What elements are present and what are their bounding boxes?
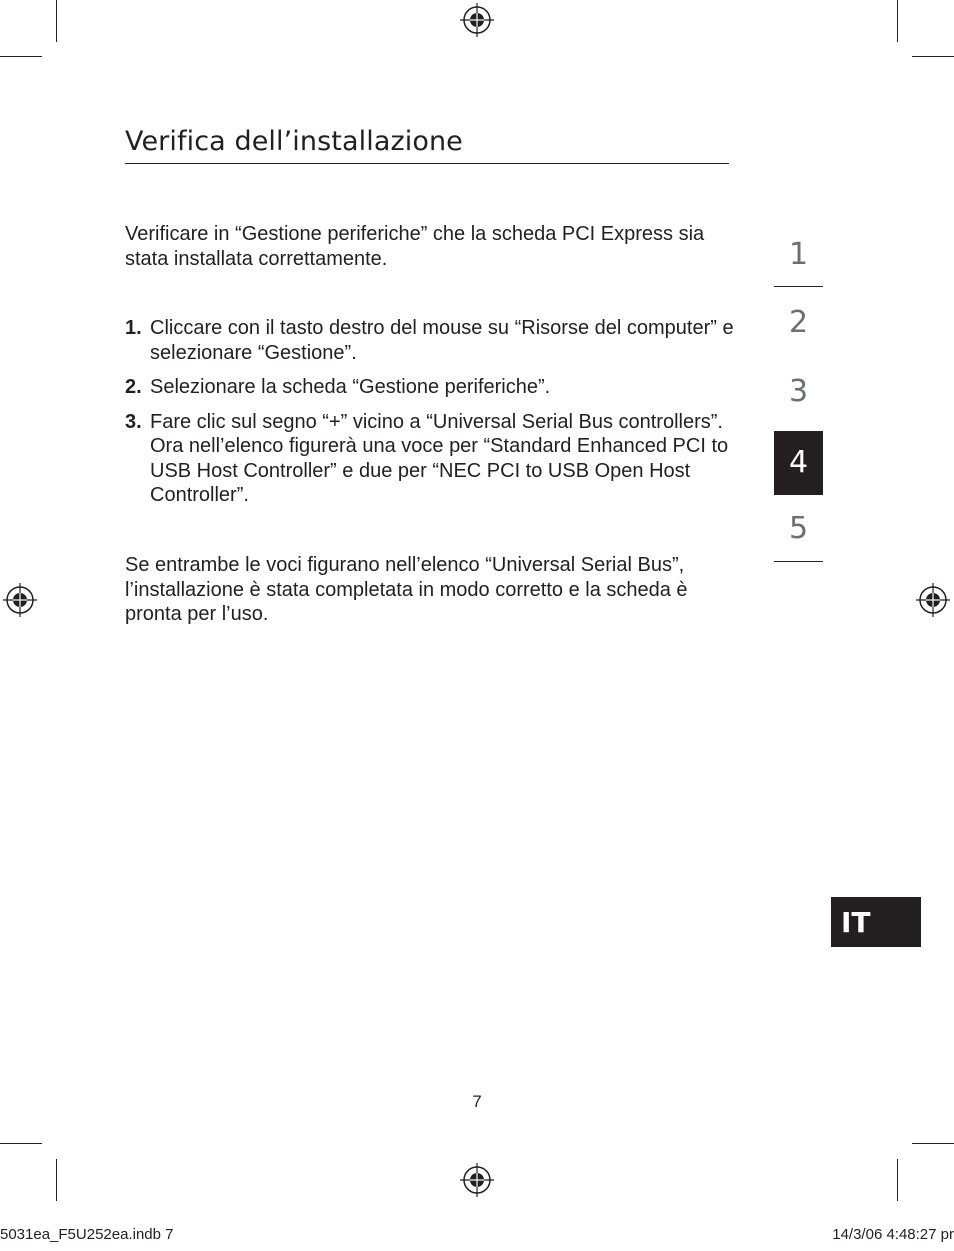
chapter-divider xyxy=(774,561,823,562)
step-text: Selezionare la scheda “Gestione periferiche”. xyxy=(150,376,551,398)
crop-mark xyxy=(0,1143,42,1144)
list-item xyxy=(125,410,735,508)
conclusion-paragraph: Se entrambe le voci figurano nell’elenco “Universal Serial Bus”, l’installazione è stata completata in modo corretto e la scheda è pronta per l’uso. xyxy=(125,554,688,625)
crop-mark xyxy=(912,56,954,57)
step-number: 1. xyxy=(125,317,142,339)
page-title: Verifica dell’installazione xyxy=(125,126,729,164)
registration-mark-icon xyxy=(916,583,950,617)
registration-mark-icon xyxy=(460,3,494,37)
page-number: 7 xyxy=(472,1092,482,1111)
language-tab: IT xyxy=(831,897,921,947)
chapter-2: 2 xyxy=(788,305,809,340)
step-number: 3. xyxy=(125,410,142,433)
chapter-divider xyxy=(774,286,823,287)
slug-timestamp: 14/3/06 4:48:27 pr xyxy=(832,1226,954,1243)
crop-mark xyxy=(897,0,898,42)
crop-mark xyxy=(56,0,57,42)
step-number: 2. xyxy=(125,376,142,398)
crop-mark xyxy=(56,1159,57,1201)
crop-mark xyxy=(0,56,42,57)
chapter-3: 3 xyxy=(788,374,809,409)
crop-mark xyxy=(912,1143,954,1144)
list-item xyxy=(125,375,735,400)
steps-list xyxy=(125,316,735,518)
crop-mark xyxy=(897,1159,898,1201)
intro-paragraph: Verificare in “Gestione periferiche” che la scheda PCI Express sia stata installata correttamente. xyxy=(125,223,705,270)
chapter-1: 1 xyxy=(788,237,809,272)
registration-mark-icon xyxy=(3,583,37,617)
step-text: Fare clic sul segno “+” vicino a “Universal Serial Bus controllers”. Ora nell’elenco figurerà una voce per “Standard Enhanced PCI to USB Host Controller” e due per “NEC PCI to USB Open Host Controller”. xyxy=(150,410,729,506)
chapter-5: 5 xyxy=(788,511,809,546)
list-item xyxy=(125,316,735,365)
registration-mark-icon xyxy=(460,1163,494,1197)
chapter-4-active: 4 xyxy=(774,431,823,495)
slug-filename: 5031ea_F5U252ea.indb 7 xyxy=(0,1226,174,1243)
step-text: Cliccare con il tasto destro del mouse su “Risorse del computer” e selezionare “Gestione”. xyxy=(150,317,734,364)
